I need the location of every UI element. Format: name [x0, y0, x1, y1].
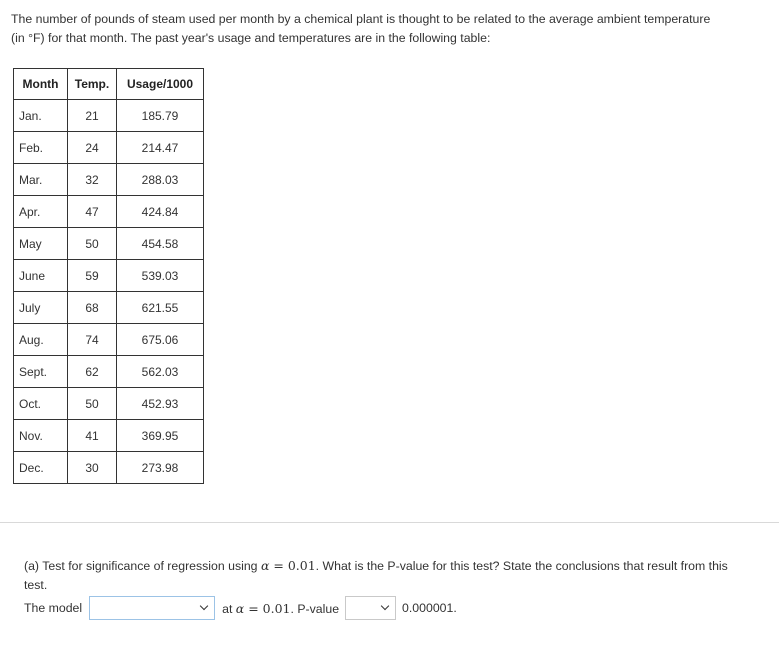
cell-usage: 621.55 [117, 292, 204, 324]
alpha-symbol: α [235, 600, 245, 616]
cell-month: Apr. [14, 196, 68, 228]
table-row [14, 356, 204, 388]
table-row [14, 196, 204, 228]
alpha-expression [261, 558, 316, 573]
cell-temp: 21 [68, 100, 117, 132]
answer-row [24, 595, 457, 621]
header-month: Month [14, 69, 68, 100]
cell-usage: 369.95 [117, 420, 204, 452]
table-row [14, 228, 204, 260]
cell-month: Nov. [14, 420, 68, 452]
alpha-symbol: α [260, 558, 270, 573]
cell-usage: 562.03 [117, 356, 204, 388]
cell-usage: 452.93 [117, 388, 204, 420]
at-alpha-text [222, 601, 339, 616]
cell-temp: 62 [68, 356, 117, 388]
cell-month: Sept. [14, 356, 68, 388]
at-alpha-expression [236, 601, 291, 616]
cell-temp: 32 [68, 164, 117, 196]
cell-temp: 30 [68, 452, 117, 484]
question-suffix: . What is the P-value for this test? State the conclusions that result from this [315, 559, 728, 573]
question-line-2: test. [24, 578, 48, 592]
cell-usage: 185.79 [117, 100, 204, 132]
pvalue-label: . P-value [290, 601, 340, 616]
chevron-down-icon [200, 602, 208, 610]
pvalue-comparison-select[interactable] [345, 596, 396, 620]
cell-month: Aug. [14, 324, 68, 356]
table-body [14, 100, 204, 484]
cell-temp: 24 [68, 132, 117, 164]
problem-intro [11, 10, 766, 48]
cell-usage: 454.58 [117, 228, 204, 260]
table-row [14, 132, 204, 164]
question-prefix: (a) Test for significance of regression using [24, 559, 261, 573]
model-conclusion-select[interactable] [89, 596, 215, 620]
model-label: The model [24, 601, 83, 615]
cell-temp: 47 [68, 196, 117, 228]
cell-temp: 68 [68, 292, 117, 324]
table-row [14, 420, 204, 452]
chevron-down-icon [381, 602, 389, 610]
table-row [14, 100, 204, 132]
intro-line-1: The number of pounds of steam used per month by a chemical plant is thought to be related to the average ambient temperature [11, 12, 711, 26]
table-header-row [14, 69, 204, 100]
section-divider [0, 522, 779, 523]
intro-line-2: (in °F) for that month. The past year's usage and temperatures are in the following table: [11, 31, 491, 45]
table-row [14, 260, 204, 292]
table-row [14, 164, 204, 196]
cell-month: June [14, 260, 68, 292]
cell-temp: 59 [68, 260, 117, 292]
cell-month: May [14, 228, 68, 260]
cell-temp: 50 [68, 228, 117, 260]
cell-usage: 675.06 [117, 324, 204, 356]
cell-temp: 50 [68, 388, 117, 420]
at-prefix: at [222, 601, 236, 616]
cell-month: Mar. [14, 164, 68, 196]
question-part-a [24, 556, 769, 595]
cell-usage: 273.98 [117, 452, 204, 484]
cell-month: Oct. [14, 388, 68, 420]
cell-usage: 424.84 [117, 196, 204, 228]
table-row [14, 452, 204, 484]
cell-usage: 214.47 [117, 132, 204, 164]
table-row [14, 324, 204, 356]
alpha-value: = 0.01 [244, 600, 291, 616]
cell-usage: 288.03 [117, 164, 204, 196]
cell-month: Dec. [14, 452, 68, 484]
cell-temp: 41 [68, 420, 117, 452]
pvalue-text: 0.000001. [402, 601, 457, 615]
cell-usage: 539.03 [117, 260, 204, 292]
table-row [14, 292, 204, 324]
cell-month: Jan. [14, 100, 68, 132]
header-temp: Temp. [68, 69, 117, 100]
cell-month: July [14, 292, 68, 324]
alpha-value: = 0.01 [269, 558, 316, 573]
table-row [14, 388, 204, 420]
data-table [13, 68, 204, 484]
cell-temp: 74 [68, 324, 117, 356]
header-usage: Usage/1000 [117, 69, 204, 100]
cell-month: Feb. [14, 132, 68, 164]
